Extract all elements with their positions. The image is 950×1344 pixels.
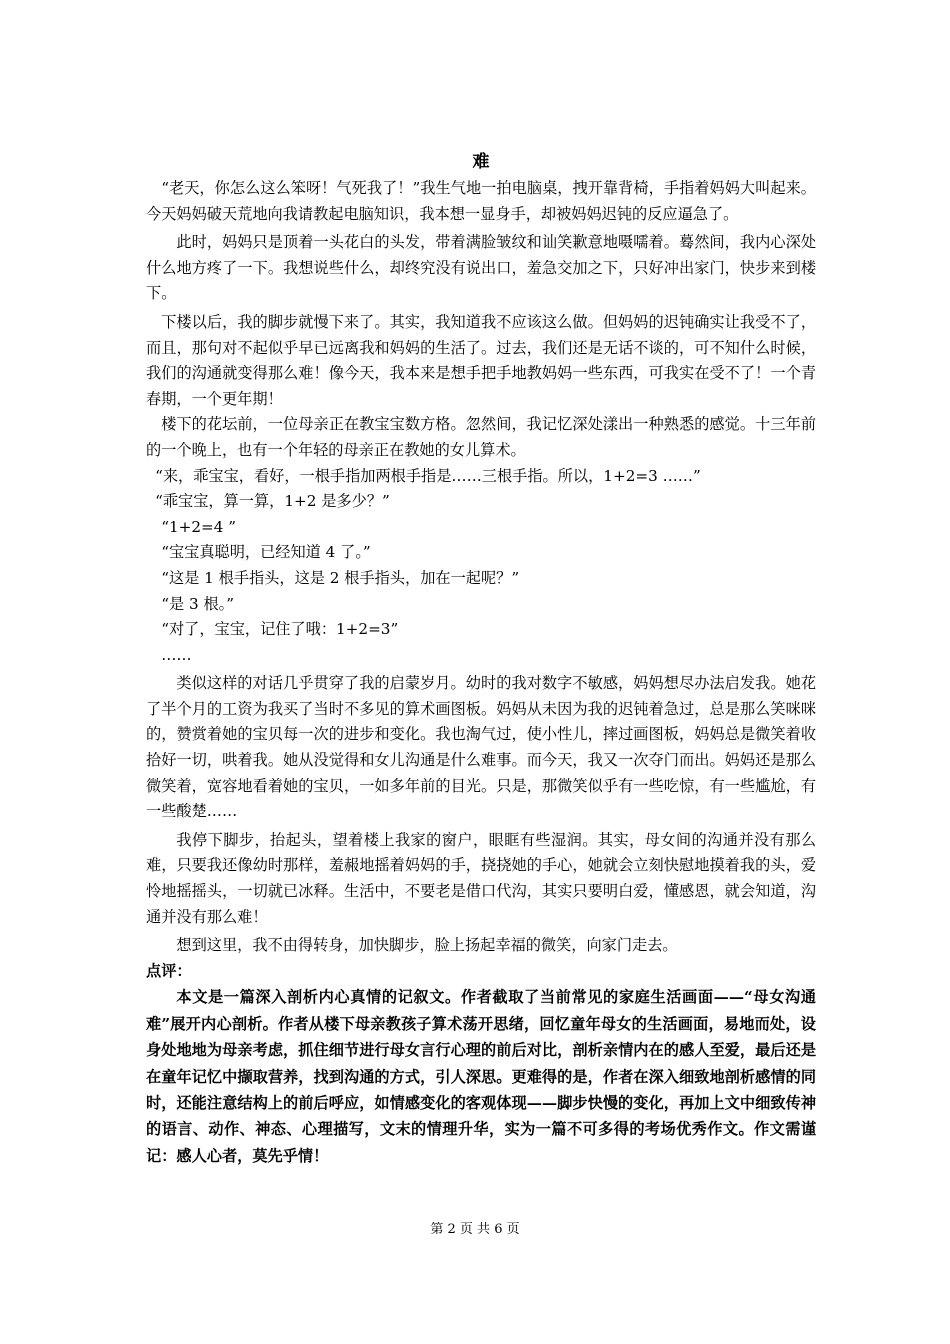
paragraph-7: 想到这里，我不由得转身，加快脚步，脸上扬起幸福的微笑，向家门走去。 (176, 936, 678, 955)
comment-text: 本文是一篇深入剖析内心真情的记叙文。作者截取了当前常见的家庭生活画面——“母女沟通难”展开内心剖析。作者从楼下母亲教孩子算术荡开思绪，回忆童年母女的生活画面，易地而处，设身处地地为母亲考虑，抓住细节进行母女言行心理的前后对比，剖析亲情内在的感人至爱，最后还是在童年记忆中撷取营养，找到沟通的方式，引人深思。更难得的是，作者在深入细致地剖析感情的同时，还能注意结构上的前后呼应，如情感变化的客观体现——脚步快慢的变化，再加上文中细致传神的语言、动作、神态、心理描写，文末的情理升华，实为一篇不可多得的考场优秀作文。作文需谨记：感人心者，莫先乎情！ (146, 988, 816, 1165)
dialogue-line-4: “宝宝真聪明，已经知道 4 了。” (161, 543, 371, 562)
dialogue-line-6: “是 3 根。” (161, 594, 234, 613)
article-title: 难 (472, 152, 490, 172)
paragraph-2: 此时，妈妈只是顶着一头花白的头发，带着满脸皱纹和讪笑歉意地嗫嚅着。蓦然间，我内心深处什么地方疼了一下。我想说些什么，却终究没有说出口，羞急交加之下，只好冲出家门，快步来到楼下。 (146, 233, 816, 303)
paragraph-5: 类似这样的对话几乎贯穿了我的启蒙岁月。幼时的我对数字不敏感，妈妈想尽办法启发我。她花了半个月的工资为我买了当时不多见的算术画图板。妈妈从未因为我的迟钝着急过，总是那么笑咪咪的，赞赏着她的宝贝每一次的进步和变化。我也淘气过，使小性儿，摔过画图板，妈妈总是微笑着收拾好一切，哄着我。她从没觉得和女儿沟通是什么难事。而今天，我又一次夺门而出。妈妈还是那么微笑着，宽容地看着她的宝贝，一如多年前的目光。只是，那微笑似乎有一些吃惊，有一些尴尬，有一些酸楚…… (146, 674, 816, 821)
dialogue-line-5: “这是 1 根手指头，这是 2 根手指头，加在一起呢？” (161, 568, 520, 587)
paragraph-3: 下楼以后，我的脚步就慢下来了。其实，我知道我不应该这么做。但妈妈的迟钝确实让我受不了，而且，那句对不起似乎早已远离我和妈妈的生活了。过去，我们还是无话不谈的，可不知什么时候，我们的沟通就变得那么难！像今天，我本来是想手把手地教妈妈一些东西，可我实在受不了！一个青春期，一个更年期！ (146, 312, 816, 408)
page-footer: 第 2 页 共 6 页 (430, 1222, 520, 1237)
document-page (146, 150, 816, 1169)
dialogue-line-1: “来，乖宝宝，看好，一根手指加两根手指是……三根手指。所以，1+2=3 ……” (155, 466, 701, 485)
paragraph-1: “老天，你怎么这么笨呀！气死我了！”我生气地一拍电脑桌，拽开靠背椅，手指着妈妈大叫起来。今天妈妈破天荒地向我请教起电脑知识，我本想一显身手，却被妈妈迟钝的反应逼急了。 (146, 179, 816, 223)
dialogue-line-3: “1+2=4 ” (161, 517, 236, 536)
paragraph-6: 我停下脚步，抬起头，望着楼上我家的窗户，眼眶有些湿润。其实，母女间的沟通并没有那么难，只要我还像幼时那样，羞赧地摇着妈妈的手，挠挠她的手心，她就会立刻快慰地摸着我的头，爱怜地摇摇头，一切就已冰释。生活中，不要老是借口代沟，其实只要明白爱，懂感恩，就会知道，沟通并没有那么难！ (146, 830, 816, 926)
dialogue-line-2: “乖宝宝，算一算，1+2 是多少？” (155, 492, 390, 511)
dialogue-line-7: “对了，宝宝，记住了哦：1+2=3” (161, 620, 399, 639)
ellipsis-line: …… (161, 645, 192, 664)
comment-label: 点评： (146, 961, 192, 980)
paragraph-4: 楼下的花坛前，一位母亲正在教宝宝数方格。忽然间，我记忆深处漾出一种熟悉的感觉。十三年前的一个晚上，也有一个年轻的母亲正在教她的女儿算术。 (146, 415, 816, 459)
